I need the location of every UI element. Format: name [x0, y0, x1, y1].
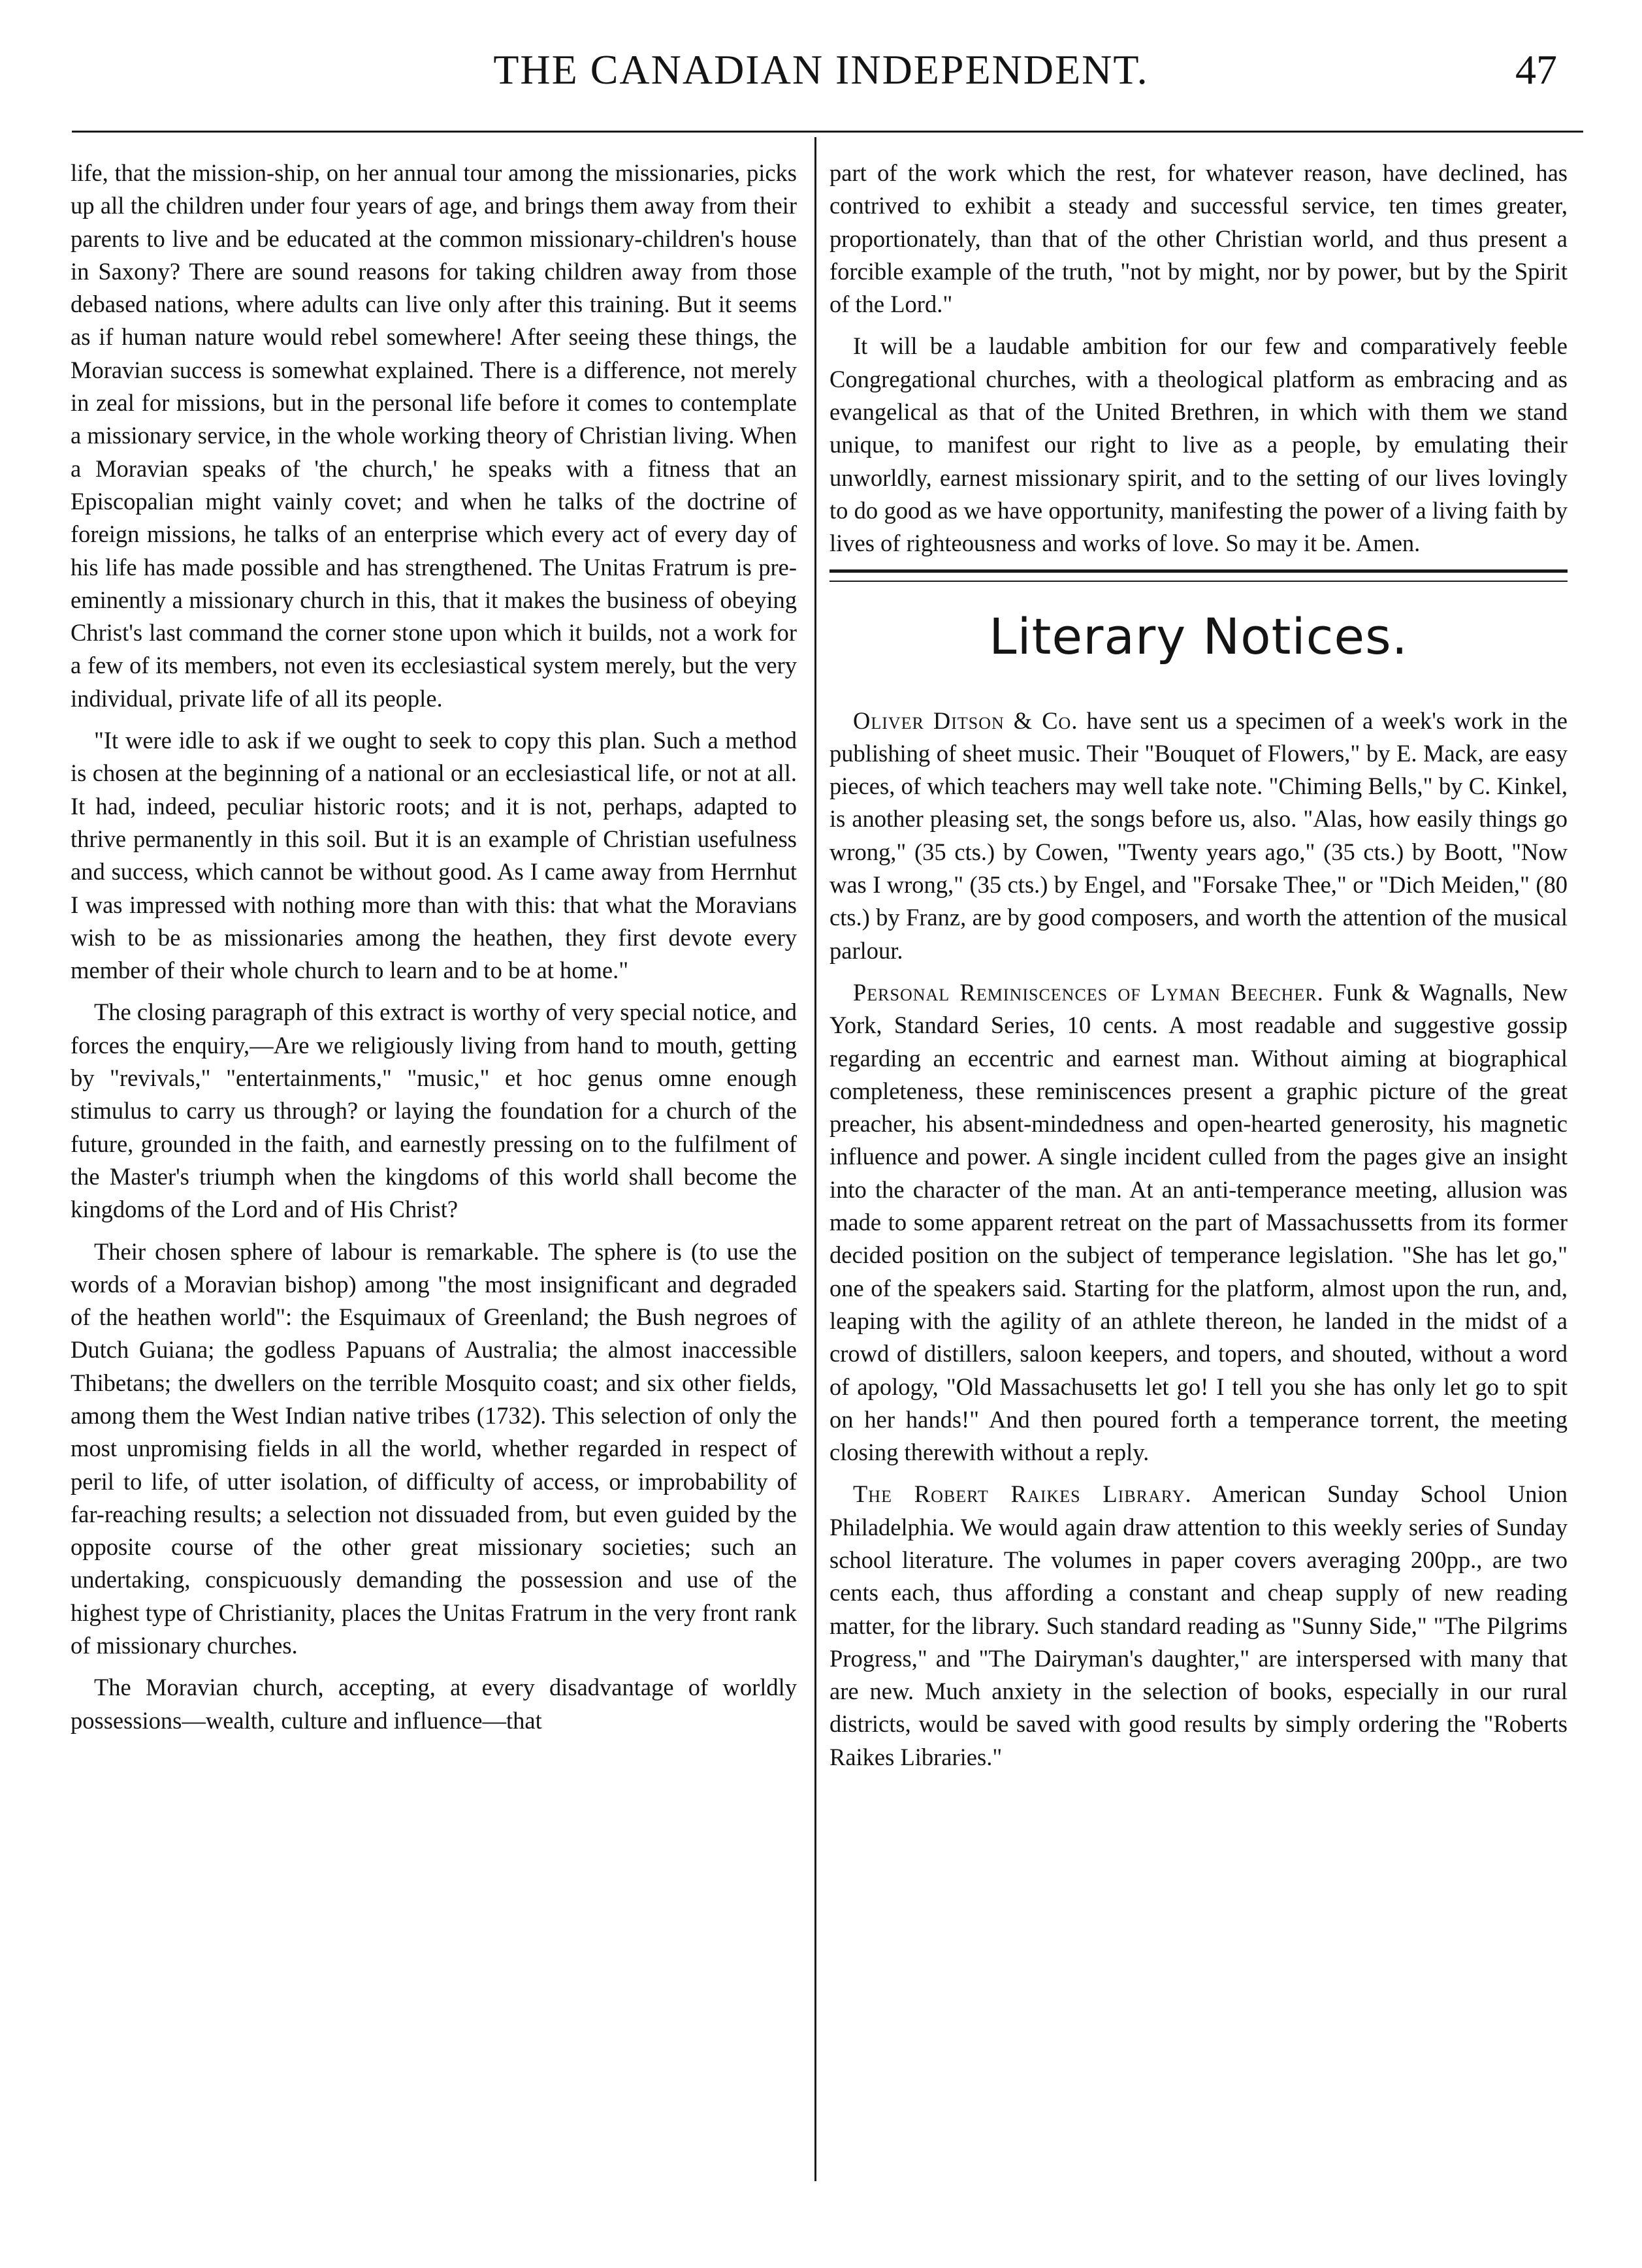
paragraph: The Moravian church, accepting, at every disadvantage of worldly possessions—wealth, culture and influence—that — [71, 1674, 797, 1734]
page-header — [72, 39, 1570, 104]
notice-body: American Sunday School Union Philadelphia. We would again draw attention to this weekly series of Sunday school literature. The volumes in paper covers averaging 200pp., are two cents each, thus affording a constant and cheap supply of new reading matter, for the library. Such standard reading as "Sunny Side," "The Pilgrims Progress," and "The Dairyman's daughter," are interspersed with many that are new. Much anxiety in the selection of books, especially in our rural districts, would be saved with good results by simply ordering the "Roberts Raikes Libraries." — [829, 1480, 1568, 1770]
notice-entry — [829, 705, 1568, 967]
paragraph: life, that the mission-ship, on her annual tour among the missionaries, picks up all the children under four years of age, and brings them away from their parents to live and be educated at the common missionary-children's house in Saxony? There are sound reasons for taking children away from those debased nations, where adults can live only after this training. But it seems as if human nature would rebel somewhere! After seeing these things, the Moravian success is somewhat explained. There is a difference, not merely in zeal for missions, but in the personal life before it comes to contemplate a missionary service, in the whole working theory of Christian living. When a Moravian speaks of 'the church,' he speaks with a fitness that an Episcopalian might vainly covet; and when he talks of the doctrine of foreign missions, he talks of an enterprise which every act of every day of his life has made possible and has strengthened. The Unitas Fratrum is pre-eminently a missionary church in this, that it makes the business of obeying Christ's last command the corner stone upon which it builds, not a work for a few of its members, not even its ecclesiastical system merely, but the very individual, private life of all its people. — [71, 159, 797, 712]
paragraph: "It were idle to ask if we ought to seek to copy this plan. Such a method is chosen at the beginning of a national or an ecclesiastical life, or not at all. It had, indeed, peculiar historic roots; and it is not, perhaps, adapted to thrive permanently in this soil. But it is an example of Christian usefulness and success, which cannot be without good. As I came away from Herrnhut I was impressed with nothing more than with this: that what the Moravians wish to be as missionaries among the heathen, they first devote every member of their whole church to learn and to be at home." — [71, 727, 797, 984]
header-rule — [72, 131, 1583, 133]
journal-title: THE CANADIAN INDEPENDENT. — [493, 46, 1149, 93]
section-divider — [829, 569, 1568, 582]
right-column — [829, 157, 1568, 1783]
section-heading-text: Literary Notices. — [989, 607, 1408, 665]
notice-entry — [829, 976, 1568, 1469]
notice-lead: The Robert Raikes Library. — [853, 1480, 1192, 1508]
notice-lead: Oliver Ditson & Co. — [853, 707, 1078, 734]
section-heading — [829, 598, 1568, 676]
page-number: 47 — [1515, 46, 1557, 93]
paragraph: The closing paragraph of this extract is worthy of very special notice, and forces the enquiry,—Are we religiously living from hand to mouth, getting by "revivals," "entertainments," "music," et hoc genus omne enough stimulus to carry us through? or laying the foundation for a church of the future, grounded in the faith, and earnestly pressing on to the fulfilment of the Master's triumph when the kingdoms of this world shall become the kingdoms of the Lord and of His Christ? — [71, 998, 797, 1223]
column-divider — [814, 137, 816, 2181]
paragraph: Their chosen sphere of labour is remarkable. The sphere is (to use the words of a Moravian bishop) among "the most insignificant and degraded of the heathen world": the Esquimaux of Greenland; the Bush negroes of Dutch Guiana; the godless Papuans of Australia; the almost inaccessible Thibetans; the dwellers on the terrible Mosquito coast; and six other fields, among them the West Indian native tribes (1732). This selection of only the most unpromising fields in all the world, whether regarded in respect of peril to life, of utter isolation, of difficulty of access, or improbability of far-reaching results; a selection not dissuaded from, but even guided by the opposite course of the other great missionary societies; such an undertaking, conspicuously demanding the possession and use of the highest type of Christianity, places the Unitas Fratrum in the very front rank of missionary churches. — [71, 1238, 797, 1659]
notice-body: Funk & Wagnalls, New York, Standard Series, 10 cents. A most readable and suggestive gossip regarding an eccentric and earnest man. Without aiming at biographical completeness, these reminiscences present a graphic picture of the great preacher, his absent-mindedness and open-hearted generosity, his magnetic influence and power. A single incident culled from the pages give an insight into the character of the man. At an anti-temperance meeting, allusion was made to some apparent retreat on the part of Massachussetts from its former decided position on the subject of temperance legislation. "She has let go," one of the speakers said. Starting for the platform, almost upon the run, and, leaping with the agility of an athlete thereon, he landed in the midst of a crowd of distillers, saloon keepers, and topers, and shouted, without a word of apology, "Old Massachusetts let go! I tell you she has only let go to spit on her hands!" And then poured forth a temperance torrent, the meeting closing therewith without a reply. — [829, 978, 1568, 1466]
notice-body: have sent us a specimen of a week's work in the publishing of sheet music. Their "Bouquet of Flowers," by E. Mack, are easy pieces, of which teachers may well take note. "Chiming Bells," by C. Kinkel, is another pleasing set, the songs before us, also. "Alas, how easily things go wrong," (35 cts.) by Cowen, "Twenty years ago," (35 cts.) by Boott, "Now was I wrong," (35 cts.) by Engel, and "Forsake Thee," or "Dich Meiden," (80 cts.) by Franz, are by good composers, and worth the attention of the musical parlour. — [829, 707, 1568, 964]
paragraph: part of the work which the rest, for whatever reason, have declined, has contrived to exhibit a steady and successful service, ten times greater, proportionately, than that of the other Christian world, and thus present a forcible example of the truth, "not by might, nor by power, but by the Spirit of the Lord." — [829, 159, 1568, 318]
paragraph: It will be a laudable ambition for our few and comparatively feeble Congregational churches, with a theological platform as embracing and as evangelical as that of the United Brethren, in which with them we stand unique, to manifest our right to live as a people, by emulating their unworldly, earnest missionary spirit, and to the setting of our lives lovingly to do good as we have opportunity, manifesting the power of a living faith by lives of righteousness and works of love. So may it be. Amen. — [829, 332, 1568, 557]
left-column — [71, 157, 797, 1746]
notice-lead: Personal Reminiscences of Lyman Beecher. — [853, 978, 1324, 1006]
notice-entry — [829, 1478, 1568, 1774]
